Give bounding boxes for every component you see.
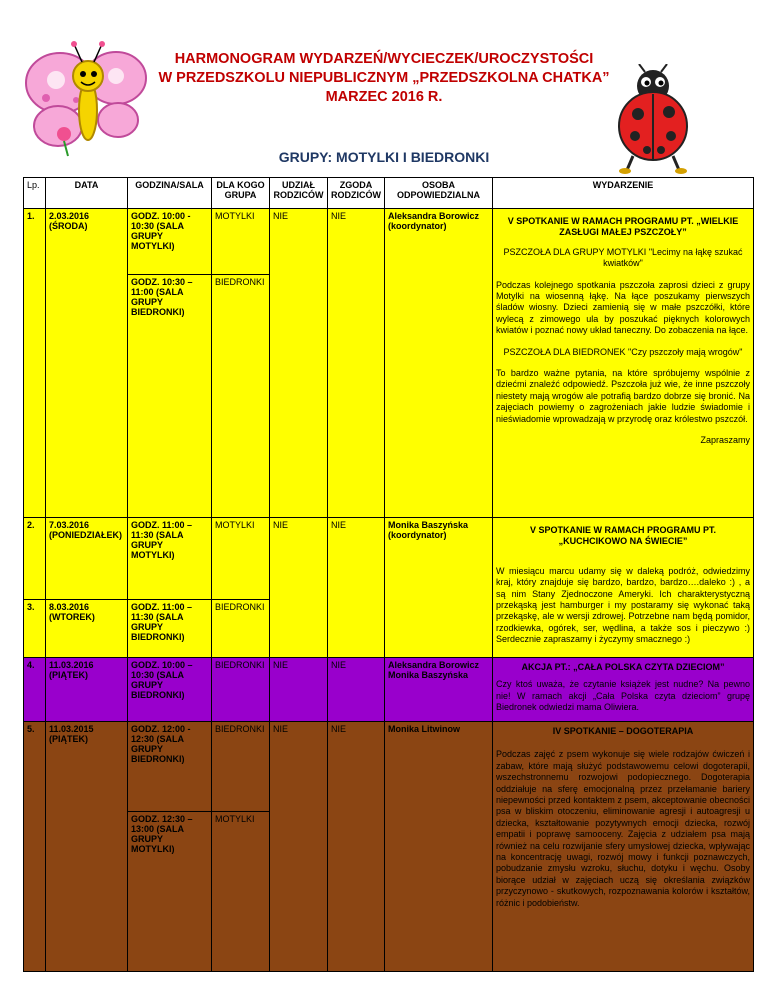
row-time: GODZ. 11:00 – 11:30 (SALA GRUPY MOTYLKI) [128,518,212,600]
date-value: 7.03.2016 [49,520,90,530]
row-event [493,518,754,658]
event-paragraph-2: To bardzo ważne pytania, na które spróbujemy wspólnie z dziećmi znaleźć odpowiedź. Pszczoła już wie, że inne pszczoły niestety mają wrogów ale potrafią bardzo dobrze się bronić. Na zajęciach powiemy o zagrożeniach jakie ludzie świadomie i nieświadomie wprowadzają w przyrodę oraz królestwo pszczół. [496,368,750,424]
date-value: 11.03.2015 [49,724,94,734]
row-consent: NIE [328,209,385,518]
row-parents: NIE [270,518,328,658]
event-title: V SPOTKANIE W RAMACH PROGRAMU PT. „KUCHCIKOWO NA ŚWIECIE” [529,525,716,547]
row-time: GODZ. 11:00 – 11:30 (SALA GRUPY BIEDRONKI) [128,600,212,658]
table-row [24,209,754,275]
row-time: GODZ. 10:30 – 11:00 (SALA GRUPY BIEDRONKI) [128,275,212,518]
day-value: (PONIEDZIAŁEK) [49,530,122,540]
header-consent: ZGODA RODZICÓW [328,178,385,209]
row-lp: 3. [24,600,46,658]
row-lp: 1. [24,209,46,518]
row-group: BIEDRONKI [212,275,270,518]
event-closing: Zapraszamy [700,435,750,446]
event-subtitle-1: PSZCZOŁA DLA GRUPY MOTYLKI "Lecimy na łąkę szukać kwiatków" [503,246,743,269]
row-date [46,518,128,600]
header-person: OSOBA ODPOWIEDZIALNA [385,178,493,209]
day-value: (PIĄTEK) [49,670,88,680]
schedule-table [23,177,754,972]
header-group: DLA KOGO GRUPA [212,178,270,209]
header-line-1: HARMONOGRAM WYDARZEŃ/WYCIECZEK/UROCZYSTOŚCI [174,51,594,67]
header-event: WYDARZENIE [493,178,754,209]
row-event [493,209,754,518]
groups-title: GRUPY: MOTYLKI I BIEDRONKI [278,149,490,165]
row-group: MOTYLKI [212,812,270,972]
row-person: Aleksandra Borowicz (koordynator) [385,209,493,518]
header-line-3: MARZEC 2016 R. [325,89,443,105]
header-time: GODZINA/SALA [128,178,212,209]
row-date [46,209,128,518]
table-row [24,722,754,812]
date-value: 2.03.2016 [49,211,90,221]
event-paragraph-1: Czy ktoś uważa, że czytanie książek jest nudne? Na pewno nie! W ramach akcji „Cała Polska czyta dzieciom” grupę Biedronek odwiedzi mama Oliwiera. [496,679,750,713]
row-lp: 4. [24,658,46,722]
row-event [493,658,754,722]
row-group: MOTYLKI [212,209,270,275]
row-person: Monika Baszyńska (koordynator) [385,518,493,658]
header-date: DATA [46,178,128,209]
day-value: (WTOREK) [49,612,95,622]
table-row [24,518,754,600]
date-value: 11.03.2016 [49,660,94,670]
date-value: 8.03.2016 [49,602,90,612]
row-parents: NIE [270,658,328,722]
row-time: GODZ. 10:00 – 10:30 (SALA GRUPY BIEDRONKI) [128,658,212,722]
event-paragraph-1: W miesiącu marcu udamy się w daleką podróż, odwiedzimy kraj, który znajduje się bardzo, bardzo, bardzo….daleko :) , a są nim Stany Zjednoczone Ameryki. Ich charakterystyczną przekąską jest hamburger i my postaramy się wykonać taką przekąskę, ale w wersji zdrowej. Potrzebne nam będą pomidor, rzodkiewka, ogórek, ser, wędlina, a także sos i pieczywo :) Serdecznie zapraszamy i życzymy smacznego :) [496,565,750,645]
row-time: GODZ. 12:00 - 12:30 (SALA GRUPY BIEDRONKI) [128,722,212,812]
row-group: BIEDRONKI [212,600,270,658]
event-paragraph-1: Podczas kolejnego spotkania pszczoła zaprosi dzieci z grupy Motylki na wiosenną łąkę. Na łące poszukamy pierwszych śladów wiosny. Dzieci zamienią się w małe pszczółki, które wylecą z zimowego ula by poszukać pięknych kolorowych kwiatów i poznać nowy układ taneczny. Do zobaczenia na łące. [496,279,750,336]
row-parents: NIE [270,722,328,972]
table-header-row [24,178,754,209]
row-group: MOTYLKI [212,518,270,600]
table-row [24,658,754,722]
document-header [0,50,768,107]
row-consent: NIE [328,658,385,722]
row-date [46,658,128,722]
day-value: (PIĄTEK) [49,734,88,744]
day-value: (ŚRODA) [49,221,88,231]
event-subtitle-2: PSZCZOŁA DLA BIEDRONEK "Czy pszczoły mają wrogów" [503,346,743,357]
row-consent: NIE [328,518,385,658]
header-line-2: W PRZEDSZKOLU NIEPUBLICZNYM „PRZEDSZKOLNA CHATKA” [158,70,610,86]
event-title: AKCJA PT.: „CAŁA POLSKA CZYTA DZIECIOM” [521,662,725,672]
row-time: GODZ. 12:30 – 13:00 (SALA GRUPY MOTYLKI) [128,812,212,972]
row-time: GODZ. 10:00 - 10:30 (SALA GRUPY MOTYLKI) [128,209,212,275]
row-parents: NIE [270,209,328,518]
row-consent: NIE [328,722,385,972]
header-parents: UDZIAŁ RODZICÓW [270,178,328,209]
row-date [46,722,128,972]
header-lp: Lp. [24,178,46,209]
row-group: BIEDRONKI [212,658,270,722]
row-person: Monika Litwinow [385,722,493,972]
event-title: IV SPOTKANIE – DOGOTERAPIA [552,726,694,736]
row-group: BIEDRONKI [212,722,270,812]
event-paragraph-1: Podczas zajęć z psem wykonuje się wiele rodzajów ćwiczeń i zabaw, które mają służyć podstawowemu celowi dogoterapii, wszechstronnemu rozwojowi podopiecznego. Dogoterapia oddziałuje na sferę emocjonalną przez przełamanie bariery niepewności przed kontaktem z psem, akceptowanie obecności psa w bliskim otoczeniu, eliminowanie agresji i autoagresji u dziecka, kształtowanie pozytywnych emocji dziecka, rozwój empatii i poprawę samooceny. Zajęcia z udziałem psa mają również na celu rozwijanie sfery umysłowej dziecka, wpływając na koncentrację uwagi, rozwój mowy i funkcji poznawczych, pobudzanie zmysłu wzroku, słuchu, dotyku i węchu. Osoby biorące udział w zajęciach uczą się określania związków przyczynowo - skutkowych, rozpoznawania kolorów i kształtów, różnic i podobieństw. [496,749,750,908]
row-event [493,722,754,972]
row-lp: 5. [24,722,46,972]
event-title: V SPOTKANIE W RAMACH PROGRAMU PT. „WIELKIE ZASŁUGI MAŁEJ PSZCZOŁY” [507,216,739,238]
row-lp: 2. [24,518,46,600]
row-person: Aleksandra Borowicz Monika Baszyńska [385,658,493,722]
row-date [46,600,128,658]
